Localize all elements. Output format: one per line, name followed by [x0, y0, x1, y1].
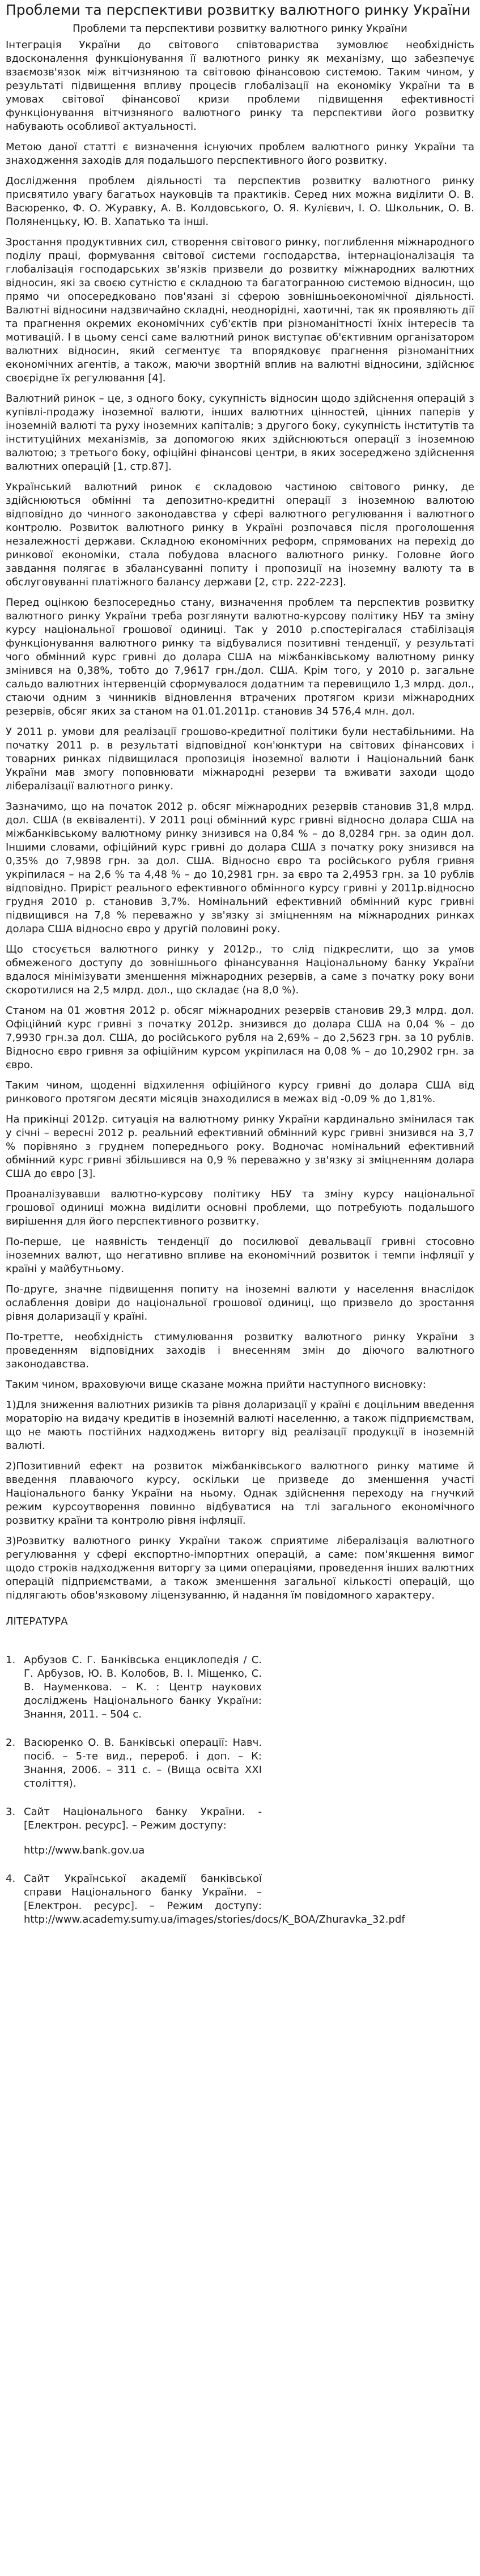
- paragraph-problem-1: По-перше, це наявність тенденції до посилювої девальвації гривні стосовно іноземних валют, що негативно впливе на економічний розвиток і темпи інфляції у країні у майбутньому.: [6, 1236, 474, 1275]
- reference-item: [6, 1736, 262, 1791]
- reference-item: [6, 1653, 262, 1721]
- reference-text: Сайт Національного банку України. - [Електрон. ресурс]. – Режим доступу:: [24, 1806, 262, 1831]
- paragraph-end-2012: На прикінці 2012р. ситуація на валютному ринку України кардинально змінилася так у січні – вересні 2012 р. реальний ефективний обмінний курс гривні знизився на 3,7 % порівняно з груднем попереднього року. Водночас номінальний ефективний обмінний курс гривні збільшився на 0,9 % переважно у зв'язку зі зміцненням долара США до євро [3].: [6, 1113, 474, 1180]
- paragraph-problem-2: По-друге, значне підвищення попиту на іноземні валюти у населення внаслідок ослаблення довіри до національної грошової одиниці, що призвело до зростання рівня доларизації у країні.: [6, 1283, 474, 1323]
- reference-number: 4.: [6, 1873, 16, 1885]
- references-heading: ЛІТЕРАТУРА: [6, 1616, 68, 1627]
- paragraph-2010: Перед оцінкою безпосередньо стану, визначення проблем та перспектив розвитку валютного ринку України треба розглянути валютно-курсову політику НБУ та зміну курсу національної грошової одиниці. Так у 2010 р.спостерігалася стабілізація функціонування валютного ринку та відбувалися позитивні тенденції, у результаті чого обмінний курс гривні до долара США на міжбанківському валютному ринку змінився на 0,38%, тобто до 7,9617 грн./дол. США. Крім того, у 2010 р. загальне сальдо валютних інтервенцій сформувалося додатним та перевищило 1,3 млрд. дол., стаючи одним з чинників відновлення втрачених протягом кризи міжнародних резервів, обсяг яких за станом на 01.01.2011р. становив 34 576,4 млн. дол.: [6, 597, 474, 717]
- paragraph-october-2012: Станом на 01 жовтня 2012 р. обсяг міжнародних резервів становив 29,3 млрд. дол. Офіційний курс гривні з початку 2012р. знизився до долара США на 0,04 % – до 7,9930 грн.за дол. США, до російського рубля на 2,69% – до 2,5623 грн. за 10 рублів. Відносно євро гривня за офіційним курсом укріпилася на 0,08 % – до 10,2902 грн. за євро.: [6, 1005, 474, 1071]
- reference-text: Сайт Української академії банківської справи Національного банку України. – [Електрон. ресурс]. – Режим доступу: http://www.academy.sumy.ua/images/stories/docs/K_BOA/Zhuravka_32.pdf: [24, 1873, 405, 1925]
- paragraph-conclusion-3: 3)Розвитку валютного ринку України також сприятиме лібералізація валютного регулювання у сфері експортно-імпортних операцій, а саме: пом'якшення вимог щодо строків надходження виторгу за цими операціями, проведення інших валютних операцій підприємствами, а також зменшення загальної кількості операцій, що підлягають обов'язковому ліцензуванню, й надання їм повідомного характеру.: [6, 1535, 474, 1601]
- paragraph-growth: Зростання продуктивних сил, створення світового ринку, поглиблення міжнародного поділу праці, формування світової системи господарства, інтернаціоналізація та глобалізація господарських зв'язків призвели до розвитку міжнародних валютних відносин, які за своєю сутністю є складною та багатогранною системою відносин, що прямо чи опосередковано пов'язані зі сферою зовнішньоекономічної діяльності. Валютні відносини надзвичайно складні, неоднорідні, хаотичні, так як проявляють дії та прагнення окремих економічних суб'єктів при різноманітності їхніх інтересів та мотивацій. І в цьому сенсі саме валютний ринок виступає об'єктивним організатором валютних відносин, який сегментує та впорядковує прагнення різноманітних економічних агентів, а також, маючи звортній вплив на валютні відносини, здійснює своєрідне їх регулювання [4].: [6, 236, 474, 384]
- reference-number: 3.: [6, 1806, 16, 1818]
- paragraph-conclusion-1: 1)Для зниження валютних ризиків та рівня доларизації у країні є доцільним введення мораторію на видачу кредитів в іноземній валюті населенню, а також підприємствам, що не мають постійних надходжень виторгу від реалізації продукції в іноземній валюті.: [6, 1399, 474, 1452]
- reference-link[interactable]: http://www.bank.gov.ua: [24, 1844, 145, 1856]
- paragraph-conclusion-2: 2)Позитивний ефект на розвиток міжбанківського валютного ринку матиме й введення плаваючого курсу, оскільки це призведе до зменшення участі Національного банку України на ньому. Однак здійснення переходу на гнучкий режим курсоутворення повинно відбуватися на тлі загального економічного розвитку країни та контролю рівня інфляції.: [6, 1460, 474, 1527]
- references-list: [6, 1653, 474, 1927]
- paragraph-research: Дослідження проблем діяльності та перспектив розвитку валютного ринку присвятило увагу багатьох науковців та практиків. Серед них можна виділити О. В. Васюренко, Ф. О. Журавку, А. В. Колдовського, О. Я. Кулієвич, І. О. Школьник, О. В. Поляненцьку, Ю. В. Хапатько та інші.: [6, 175, 474, 228]
- reference-item: [6, 1872, 405, 1927]
- article-subtitle: Проблеми та перспективи розвитку валютного ринку України: [73, 23, 407, 35]
- paragraph-deviations: Таким чином, щоденні відхилення офіційного курсу гривні до долара США від ринкового протягом десяти місяців знаходилися в межах від -0,09 % до 1,81%.: [6, 1079, 474, 1105]
- reference-text: Васюренко О. В. Банківські операції: Навч. посіб. – 5-те вид., перероб. і доп. – К: Знання, 2006. – 311 с. – (Вища освіта ХХІ століття).: [24, 1737, 262, 1789]
- paragraph-2012-market: Що стосується валютного ринку у 2012р., то слід підкреслити, що за умов обмеженого доступу до зовнішнього фінансування Національному банку України вдалося мінімізувати зменшення міжнародних резервів, а саме з початку року вони скоротилися на 2,5 млрд. дол., що складає (на 8,0 %).: [6, 943, 474, 996]
- paragraph-definition: Валютний ринок – це, з одного боку, сукупність відносин щодо здійснення операцій з купівлі-продажу іноземної валюти, інших валютних цінностей, цінних паперів у іноземній валюті та руху іноземних капіталів; з другого боку, сукупність інститутів та інституційних механізмів, за допомогою яких здійснюються операції з іноземною валютою; з третього боку, офіційні фінансові центри, в яких зосереджено здійснення валютних операцій [1, стр.87].: [6, 393, 474, 473]
- paragraph-goal: Метою даної статті є визначення існуючих проблем валютного ринку України та знаходження заходів для подальшого перспективного його розвитку.: [6, 141, 474, 167]
- paragraph-analysis: Проаналізувавши валютно-курсову політику НБУ та зміну курсу національної грошової одиниці можна виділити основні проблеми, що потребують подальшого вирішення для його перспективного розвитку.: [6, 1188, 474, 1227]
- paragraph-problem-3: По-третте, необхідність стимулювання розвитку валютного ринку України з проведенням відповідних заходів і внесенням змін до діючого валютного законодавства.: [6, 1331, 474, 1370]
- paragraph-intro: Інтеграція України до світового співтовариства зумовлює необхідність вдосконалення функціонування її валютного ринку як механізму, що забезпечує взаємозв'язок між вітчизняною та світовою фінансовою системою. Таким чином, у результаті підвищення впливу процесів глобалізації на економіку України та в умовах світової фінансової кризи проблеми підвищення ефективності функціонування вітчизняного валютного ринку та перспективи його розвитку набувають особливої актуальності.: [6, 39, 474, 133]
- paragraph-2011: У 2011 р. умови для реалізації грошово-кредитної політики були нестабільними. На початку 2011 р. в результаті відповідної кон'юнктури на світових фінансових і товарних ринках підвищилася пропозиція іноземної валюти і Національний банк України мав змогу поповнювати міжнародні резерви та вживати заходи щодо лібералізації валютного ринку.: [6, 726, 474, 792]
- article-body: [6, 39, 474, 1602]
- paragraph-conclusion-intro: Таким чином, враховуючи вище сказане можна прийти наступного висновку:: [6, 1379, 426, 1391]
- page-title: Проблеми та перспективи розвитку валютного ринку України: [6, 2, 471, 18]
- paragraph-ukraine-market: Український валютний ринок є складовою частиною світового ринку, де здійснюються обмінні та депозитно-кредитні операції з іноземною валютою відповідно до чинного законодавства у сфері валютного регулювання і валютного контролю. Розвиток валютного ринку в Україні розпочався після проголошення незалежності держави. Складною економічних реформ, спрямованих на перехід до ринкової економіки, стала побудова власного валютного ринку. Головне його завдання полягає в збалансуванні попиту і пропозиції на іноземну валюту та в обслуговуванні платіжного балансу держави [2, стр. 222-223].: [6, 481, 474, 588]
- reference-text: Арбузов С. Г. Банківська енциклопедія / С. Г. Арбузов, Ю. В. Колобов, В. І. Міщенко, С. В. Науменкова. – К. : Центр наукових досліджень Національного банку України: Знання, 2011. – 504 с.: [24, 1654, 262, 1720]
- paragraph-2012-reserves: Зазначимо, що на початок 2012 р. обсяг міжнародних резервів становив 31,8 млрд. дол. США (в еквіваленті). У 2011 році обмінний курс гривні відносно долара США на міжбанківському валютному ринку знизився на 0,84 % – до 8,0284 грн. за один дол. Іншими словами, офіційний курс гривні до долара США з початку року знизився на 0,35% до 7,9898 грн. за дол. США. Відносно євро та російського рубля гривня укріпилася – на 2,6 % та 4,48 % – до 10,2981 грн. за євро та 2,4953 грн. за 10 рублів відповідно. Прирiст реального ефективного обмінного курсу гривні у 2011р.відносно грудня 2010 р. становив 3,7%. Номінальний ефективний обмінний курс гривні підвищився на 7,8 % переважно у зв'язку зі зміцненням на міжнародних ринках долара США відносно євро у другій половині року.: [6, 801, 474, 935]
- reference-number: 2.: [6, 1737, 16, 1749]
- reference-number: 1.: [6, 1654, 16, 1666]
- reference-item: [6, 1805, 262, 1857]
